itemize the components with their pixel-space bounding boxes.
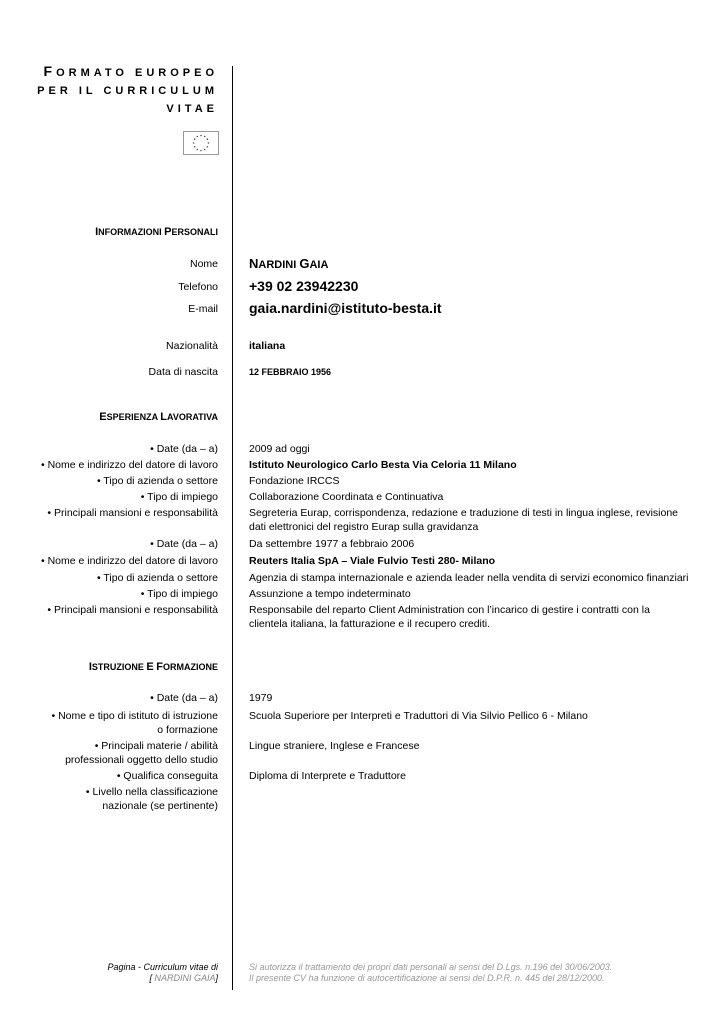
job1-date-value: 2009 ad oggi [249,443,310,455]
telefono-value: +39 02 23942230 [249,278,359,294]
eu-flag-icon [183,131,219,155]
job1-date-label: • Date (da – a) [150,443,218,455]
job1-datore-label: • Nome e indirizzo del datore di lavoro [40,459,218,471]
title-line-1: FORMATO EUROPEO [43,63,218,79]
footer-bracket-close: ] [215,973,218,983]
job2-mansioni-value: Responsabile del reparto Client Administration con l’incarico di gestire i contratti con la clientela italiana, la fatturazione e il recupero crediti. [249,604,650,630]
footer-left-line1: Pagina - Curriculum vitae di [107,962,218,972]
nazionalita-label: Nazionalità [166,340,218,352]
section-title-experience: ESPERIENZA LAVORATIVA [99,411,218,423]
job1-impiego-label: • Tipo di impiego [140,491,218,503]
job1-mansioni-label: • Principali mansioni e responsabilità [47,507,218,519]
job1-mansioni-value: Segreteria Eurap, corrispondenza, redazione e traduzione di testi in lingua inglese, revisione dati elettronici del registro Eurap sulla gravidanza [249,507,679,533]
job2-impiego-label: • Tipo di impiego [140,588,218,600]
edu-materie-label-1: • Principali materie / abilità [94,740,218,752]
section-title-education: ISTRUZIONE E FORMAZIONE [88,661,218,673]
telefono-label: Telefono [178,281,218,293]
footer-bracket-open: [ [149,973,155,983]
job2-azienda-value: Agenzia di stampa internazionale e azienda leader nella vendita di servizi economico finanziari [249,572,689,584]
footer-privacy-note [249,962,709,984]
document-title [37,62,218,118]
edu-istituto-value: Scuola Superiore per Interpreti e Traduttori di Via Silvio Pellico 6 - Milano [249,710,588,722]
nascita-label: Data di nascita [148,366,218,378]
edu-materie-label-2: professionali oggetto dello studio [65,754,218,766]
nome-label: Nome [189,258,218,270]
nome-value: NARDINI GAIA [249,256,329,271]
job1-impiego-value: Collaborazione Coordinata e Continuativa [249,491,444,503]
job2-impiego-value: Assunzione a tempo indeterminato [249,588,411,600]
section-title-personal: INFORMAZIONI PERSONALI [95,226,218,238]
edu-materie-value: Lingue straniere, Inglese e Francese [249,740,420,752]
edu-istituto-label-2: o formazione [157,724,218,736]
footer-right-line1: Si autorizza il trattamento dei propri dati personali ai sensi del D.Lgs. n.196 del 30/06/2003. [249,962,613,972]
job2-mansioni-label: • Principali mansioni e responsabilità [47,604,218,616]
edu-date-label: • Date (da – a) [150,692,218,704]
email-label: E-mail [188,303,218,315]
edu-qualifica-label: • Qualifica conseguita [116,770,218,782]
nazionalita-value: italiana [249,340,286,352]
footer-name: NARDINI GAIA [154,973,216,983]
edu-livello-label-2: nazionale (se pertinente) [102,800,218,812]
column-divider [232,66,233,990]
edu-istituto-label-1: • Nome e tipo di istituto di istruzione [51,710,218,722]
job2-azienda-label: • Tipo di azienda o settore [96,572,218,584]
job2-date-value: Da settembre 1977 a febbraio 2006 [249,538,415,550]
footer-page-label [107,962,218,984]
email-value: gaia.nardini@istituto-besta.it [249,300,442,316]
job2-date-label: • Date (da – a) [150,538,218,550]
job2-datore-label: • Nome e indirizzo del datore di lavoro [40,555,218,567]
edu-livello-label-1: • Livello nella classificazione [85,786,218,798]
footer-right-line2: Il presente CV ha funzione di autocertificazione ai sensi del D.P.R. n. 445 del 28/12/2000. [249,973,605,983]
job1-azienda-label: • Tipo di azienda o settore [96,475,218,487]
edu-date-value: 1979 [249,692,273,704]
nascita-value: 12 FEBBRAIO 1956 [249,367,332,377]
footer-left-line2 [107,973,218,984]
job1-datore-value: Istituto Neurologico Carlo Besta Via Celoria 11 Milano [249,459,517,471]
job1-azienda-value: Fondazione IRCCS [249,475,340,487]
job2-datore-value: Reuters Italia SpA – Viale Fulvio Testi 280- Milano [249,555,496,567]
title-line-3: VITAE [166,103,218,115]
title-line-2: PER IL CURRICULUM [37,85,218,97]
edu-qualifica-value: Diploma di Interprete e Traduttore [249,770,406,782]
